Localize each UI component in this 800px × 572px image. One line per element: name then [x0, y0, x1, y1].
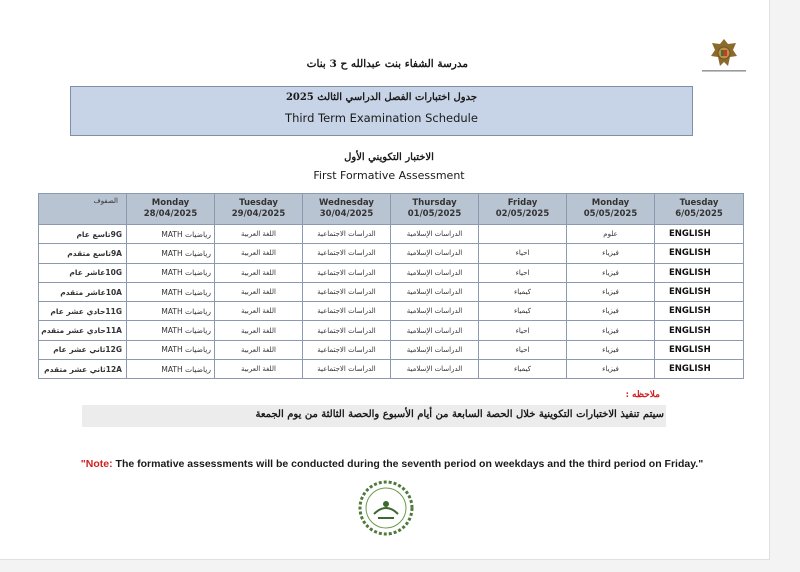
column-header: Thursday 01/05/2025: [391, 194, 479, 225]
table-cell: الدراسات الاجتماعية: [303, 263, 391, 282]
column-header: Wednesday 30/04/2025: [303, 194, 391, 225]
class-cell: 11Gحادي عشر عام: [39, 302, 127, 321]
table-cell: فيزياء: [567, 263, 655, 282]
table-cell: الدراسات الاجتماعية: [303, 282, 391, 301]
table-cell: رياضيات MATH: [127, 321, 215, 340]
class-column-header: الصفوف: [39, 194, 127, 225]
table-cell: احياء: [479, 321, 567, 340]
table-cell: رياضيات MATH: [127, 282, 215, 301]
school-logo-icon: [356, 478, 416, 538]
table-cell: ENGLISH: [655, 263, 744, 282]
class-cell: 10Gعاشر عام: [39, 263, 127, 282]
table-row: [39, 225, 744, 244]
class-cell: 12Aثاني عشر متقدم: [39, 360, 127, 379]
table-cell: ENGLISH: [655, 340, 744, 359]
table-cell: رياضيات MATH: [127, 263, 215, 282]
table-cell: فيزياء: [567, 244, 655, 263]
table-header-row: [39, 194, 744, 225]
subtitle-english: First Formative Assessment: [313, 169, 465, 182]
table-cell: الدراسات الاجتماعية: [303, 321, 391, 340]
note-prefix: "Note:: [80, 458, 113, 470]
table-cell: فيزياء: [567, 340, 655, 359]
table-row: [39, 244, 744, 263]
table-cell: احياء: [479, 340, 567, 359]
table-cell: فيزياء: [567, 360, 655, 379]
note-label-arabic: ملاحظه :: [625, 390, 660, 400]
note-box-arabic: [82, 405, 666, 427]
table-cell: الدراسات الإسلامية: [391, 302, 479, 321]
table-cell: الدراسات الإسلامية: [391, 263, 479, 282]
column-header: Tuesday 6/05/2025: [655, 194, 744, 225]
class-cell: 11Aحادي عشر متقدم: [39, 321, 127, 340]
title-box: [70, 86, 693, 136]
table-cell: اللغة العربية: [215, 282, 303, 301]
note-text-arabic: سيتم تنفيذ الاختبارات التكوينية خلال الحصة السابعة من أيام الأسبوع والحصة الثالثة من يوم الجمعة: [255, 409, 664, 420]
table-cell: رياضيات MATH: [127, 340, 215, 359]
table-cell: [479, 225, 567, 244]
table-cell: اللغة العربية: [215, 302, 303, 321]
table-cell: الدراسات الإسلامية: [391, 340, 479, 359]
table-cell: ENGLISH: [655, 302, 744, 321]
table-cell: الدراسات الإسلامية: [391, 244, 479, 263]
table-cell: رياضيات MATH: [127, 360, 215, 379]
note-text-english: The formative assessments will be conducted during the seventh period on weekdays and the third period on Friday.": [112, 458, 704, 470]
column-header: Tuesday 29/04/2025: [215, 194, 303, 225]
table-cell: الدراسات الإسلامية: [391, 282, 479, 301]
table-cell: احياء: [479, 244, 567, 263]
column-header: Monday 28/04/2025: [127, 194, 215, 225]
table-row: [39, 302, 744, 321]
subtitle-arabic: الاختبار التكويني الأول: [344, 152, 434, 163]
table-cell: احياء: [479, 263, 567, 282]
class-cell: 12Gثاني عشر عام: [39, 340, 127, 359]
table-cell: ENGLISH: [655, 360, 744, 379]
table-cell: اللغة العربية: [215, 244, 303, 263]
table-cell: الدراسات الإسلامية: [391, 321, 479, 340]
table-cell: كيمياء: [479, 360, 567, 379]
table-cell: رياضيات MATH: [127, 225, 215, 244]
table-cell: كيمياء: [479, 282, 567, 301]
table-cell: اللغة العربية: [215, 340, 303, 359]
table-cell: الدراسات الاجتماعية: [303, 225, 391, 244]
table-cell: ENGLISH: [655, 225, 744, 244]
uae-emblem-icon: [706, 36, 742, 72]
class-cell: 10Aعاشر متقدم: [39, 282, 127, 301]
table-cell: الدراسات الاجتماعية: [303, 244, 391, 263]
table-cell: الدراسات الاجتماعية: [303, 360, 391, 379]
table-cell: رياضيات MATH: [127, 244, 215, 263]
title-english: Third Term Examination Schedule: [285, 111, 478, 125]
table-row: [39, 340, 744, 359]
title-arabic: جدول اختبارات الفصل الدراسي الثالث 2025: [285, 92, 478, 103]
table-cell: رياضيات MATH: [127, 302, 215, 321]
table-cell: اللغة العربية: [215, 321, 303, 340]
table-cell: فيزياء: [567, 282, 655, 301]
table-cell: اللغة العربية: [215, 360, 303, 379]
table-cell: الدراسات الاجتماعية: [303, 302, 391, 321]
column-header: Monday 05/05/2025: [567, 194, 655, 225]
class-cell: 9Gتاسع عام: [39, 225, 127, 244]
table-cell: فيزياء: [567, 321, 655, 340]
table-cell: ENGLISH: [655, 321, 744, 340]
table-cell: الدراسات الاجتماعية: [303, 340, 391, 359]
school-name: مدرسة الشفاء بنت عبدالله ح 3 بنات: [306, 58, 468, 70]
class-cell: 9Aتاسع متقدم: [39, 244, 127, 263]
exam-schedule-table: [38, 193, 744, 379]
note-english: [40, 458, 744, 470]
emblem-caption-mark: [700, 70, 748, 73]
table-cell: كيمياء: [479, 302, 567, 321]
table-cell: ENGLISH: [655, 282, 744, 301]
table-cell: الدراسات الإسلامية: [391, 225, 479, 244]
table-cell: اللغة العربية: [215, 225, 303, 244]
table-cell: علوم: [567, 225, 655, 244]
table-cell: ENGLISH: [655, 244, 744, 263]
table-row: [39, 360, 744, 379]
table-row: [39, 282, 744, 301]
table-row: [39, 263, 744, 282]
table-cell: اللغة العربية: [215, 263, 303, 282]
column-header: Friday 02/05/2025: [479, 194, 567, 225]
table-row: [39, 321, 744, 340]
table-cell: فيزياء: [567, 302, 655, 321]
table-cell: الدراسات الإسلامية: [391, 360, 479, 379]
